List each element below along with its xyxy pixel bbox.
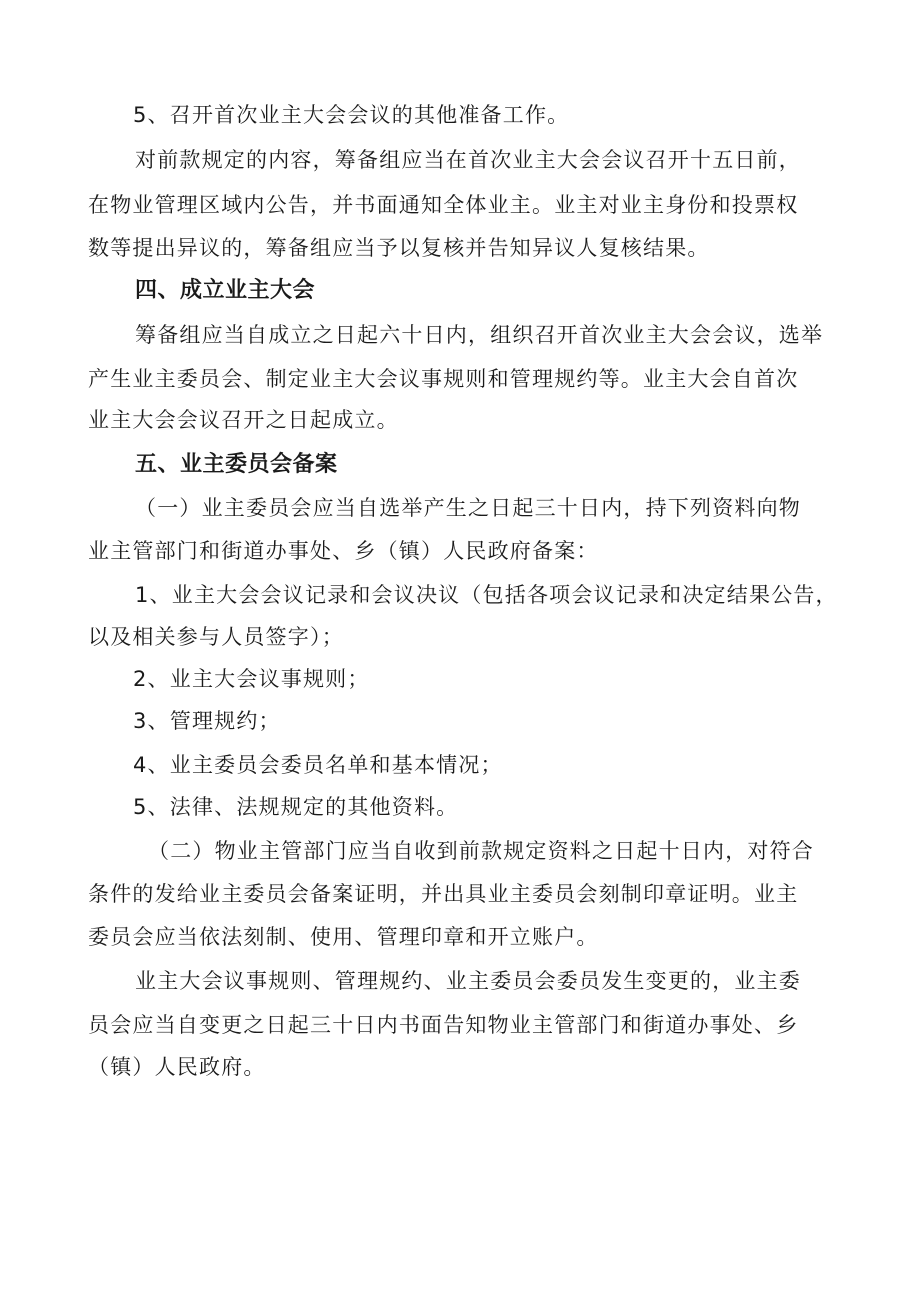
section-heading: 五、业主委员会备案 — [135, 452, 338, 477]
text-line: 委员会应当依法刻制、使用、管理印章和开立账户。 — [88, 925, 599, 949]
text-line: 筹备组应当自成立之日起六十日内，组织召开首次业主大会会议，选举 — [135, 323, 824, 347]
text-line: 4、业主委员会委员名单和基本情况； — [133, 753, 503, 777]
text-line: 1、业主大会会议记录和会议决议（包括各项会议记录和决定结果公告， — [135, 583, 838, 607]
text-line: （镇）人民政府。 — [88, 1055, 266, 1079]
text-line: 员会应当自变更之日起三十日内书面告知物业主管部门和街道办事处、乡 — [88, 1013, 799, 1037]
text-line: 在物业管理区域内公告，并书面通知全体业主。业主对业主身份和投票权 — [88, 193, 799, 217]
text-line: 条件的发给业主委员会备案证明，并出具业主委员会刻制印章证明。业主 — [88, 882, 799, 906]
text-line: 业主大会会议召开之日起成立。 — [88, 408, 399, 432]
text-line: 产生业主委员会、制定业主大会议事规则和管理规约等。业主大会自首次 — [88, 367, 799, 391]
text-line: 2、业主大会议事规则； — [133, 667, 370, 691]
text-line: 业主大会议事规则、管理规约、业主委员会委员发生变更的，业主委 — [135, 969, 801, 993]
text-line: （一）业主委员会应当自选举产生之日起三十日内，持下列资料向物 — [135, 496, 801, 520]
section-heading: 四、成立业主大会 — [135, 278, 316, 303]
text-line: 业主管部门和街道办事处、乡（镇）人民政府备案： — [88, 539, 599, 563]
text-line: 以及相关参与人员签字）； — [88, 625, 344, 649]
text-line: 对前款规定的内容，筹备组应当在首次业主大会会议召开十五日前， — [135, 148, 801, 172]
text-line: 数等提出异议的，筹备组应当予以复核并告知异议人复核结果。 — [88, 236, 710, 260]
text-line: 5、法律、法规规定的其他资料。 — [133, 795, 459, 819]
text-line: 5、召开首次业主大会会议的其他准备工作。 — [133, 103, 570, 127]
text-line: 3、管理规约； — [133, 709, 281, 733]
text-line: （二）物业主管部门应当自收到前款规定资料之日起十日内，对符合 — [148, 839, 814, 863]
